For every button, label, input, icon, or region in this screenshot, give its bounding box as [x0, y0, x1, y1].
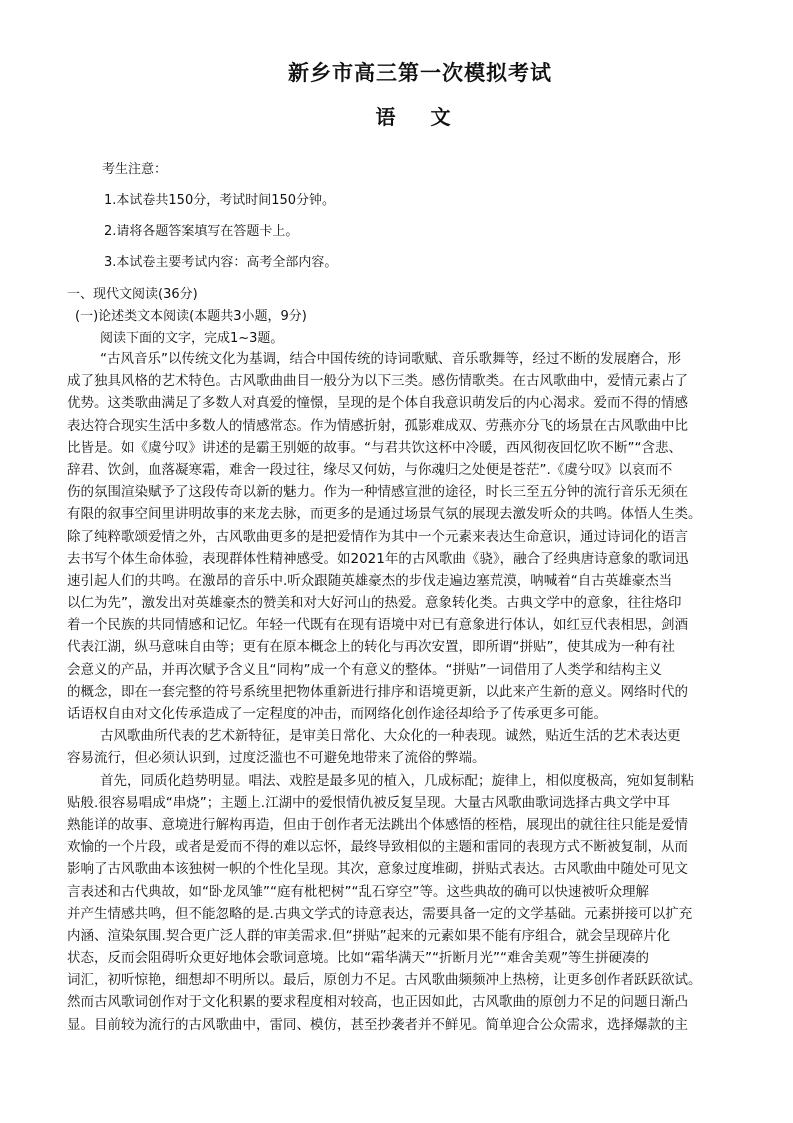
text-line: 影响了古风歌曲本该独树一帜的个性化呈现。其次，意象过度堆砌，拼贴式表达。古风歌曲中随处可见文 — [67, 861, 688, 878]
text-line: 贴般.很容易唱成“串烧”；主题上.江湖中的爱恨情仇被反复呈现。大量古风歌曲歌词选择古典文学中耳 — [67, 794, 671, 811]
text-line: 然而古风歌词创作对于文化积累的要求程度相对较高，也正因如此，古风歌曲的原创力不足的问题日渐凸 — [67, 994, 688, 1011]
exam-title: 新乡市高三第一次模拟考试 — [288, 61, 552, 85]
text-line: 辞君、饮剑，血落凝寒霜，难舍一段过往，缘尽又何妨，与你魂归之处便是苍茫”.《虞兮叹》以哀而不 — [67, 461, 673, 478]
article-paragraph-1 — [67, 348, 739, 1036]
notice-item: 2.请将各题答案填写在答题卡上。 — [104, 224, 299, 239]
text-line: 比皆是。如《虞兮叹》讲述的是霸王别姬的故事。“与君共饮这杯中冷暖，西风彻夜回忆吹不断”“含悲、 — [67, 439, 682, 456]
text-line: 欢愉的一个片段，或者是爱而不得的难以忘怀，最终导致相似的主题和雷同的表现方式不断被复制，从而 — [67, 839, 688, 856]
text-line: 状态，反而会阻碍听众更好地体会歌词意境。比如“霜华满天”“折断月光”“难舍美观”等生拼硬凑的 — [67, 950, 649, 967]
text-line: 伤的氛围渲染赋予了这段传奇以新的魅力。作为一种情感宣泄的途径，时长三至五分钟的流行音乐无须在 — [67, 484, 688, 501]
text-line: 词汇，初听惊艳，细想却不明所以。最后，原创力不足。古风歌曲频频冲上热榜，让更多创作者跃跃欲试。 — [67, 972, 702, 989]
text-line: 的概念，即在一套完整的符号系统里把物体重新进行排序和语境更新，以此来产生新的意义。网络时代的 — [67, 683, 688, 700]
text-line: 代表江湖，纵马意味自由等；更有在原本概念上的转化与再次安置，即所谓“拼贴”，使其成为一种有社 — [67, 639, 675, 656]
text-line: 优势。这类歌曲满足了多数人对真爱的憧憬，呈现的是个体自我意识萌发后的内心渴求。爱而不得的情感 — [67, 395, 688, 412]
text-line: 话语权自由对文化传承造成了一定程度的冲击，而网络化创作途径却给予了传承更多可能。 — [67, 706, 607, 722]
notice-block — [102, 160, 337, 284]
text-line: 表达符合现实生活中多数人的情感常态。作为情感折射，孤影难成双、劳燕亦分飞的场景在古风歌曲中比 — [67, 417, 688, 434]
text-line: 去书写个体生命体验，表现群体性精神感受。如2021年的古风歌曲《骁》，融合了经典唐诗意象的歌词迅 — [67, 550, 689, 567]
text-line: 言表述和古代典故，如“卧龙凤雏”“庭有枇杷树”“乱石穿空”等。这些典故的确可以快速被听众理解 — [67, 883, 649, 900]
subject-title: 语 文 — [375, 105, 465, 129]
text-line: 古风歌曲所代表的艺术新特征，是审美日常化、大众化的一种表现。诚然，贴近生活的艺术表达更 — [100, 728, 681, 745]
section-heading: 一、现代文阅读(36分) — [67, 287, 198, 302]
text-line: 着一个民族的共同情感和记忆。年轻一代既有在现有语境中对已有意象进行体认，如红豆代表相思，剑酒 — [67, 617, 688, 634]
text-line: 有限的叙事空间里讲明故事的来龙去脉，而更多的是通过场景气氛的展现去激发听众的共鸣。体悟人生类。 — [67, 506, 702, 523]
text-line: 速引起人们的共鸣。在激昂的音乐中.听众跟随英雄豪杰的步伐走遍边塞荒漠，呐喊着“自古英雄豪杰当 — [67, 572, 673, 589]
text-line: 会意义的产品，并再次赋予含义且“同构”成一个有意义的整体。“拼贴”一词借用了人类学和结构主义 — [67, 661, 662, 678]
notice-item: 1.本试卷共150分，考试时间150分钟。 — [104, 193, 336, 208]
subsection-heading: (一)论述类文本阅读(本题共3小题，9分) — [75, 309, 307, 324]
text-line: “古风音乐”以传统文化为基调，结合中国传统的诗词歌赋、音乐歌舞等，经过不断的发展磨合，形 — [100, 351, 681, 367]
text-line: 并产生情感共鸣，但不能忽略的是.古典文学式的诗意表达，需要具备一定的文学基础。元素拼接可以扩充 — [67, 905, 693, 922]
text-line: 内涵、渲染氛围.契合更广泛人群的审美需求.但“拼贴”起来的元素如果不能有序组合，就会呈现碎片化 — [67, 927, 671, 944]
text-line: 除了纯粹歌颂爱情之外，古风歌曲更多的是把爱情作为其中一个元素来表达生命意识，通过诗词化的语言 — [67, 528, 688, 545]
notice-heading: 考生注意： — [102, 162, 168, 177]
text-line: 首先，同质化趋势明显。唱法、戏腔是最多见的植入，几成标配；旋律上，相似度极高，宛如复制粘 — [100, 772, 694, 789]
text-line: 成了独具风格的艺术特色。古风歌曲曲目一般分为以下三类。感伤情歌类。在古风歌曲中，爱情元素占了 — [67, 373, 688, 390]
notice-item: 3.本试卷主要考试内容：高考全部内容。 — [104, 255, 338, 270]
text-line: 容易流行，但必须认识到，过度泛滥也不可避免地带来了流俗的弊端。 — [67, 750, 486, 767]
text-line: 熟能详的故事、意境进行解构再造，但由于创作者无法跳出个体感悟的桎梏，展现出的就往往只能是爱情 — [67, 816, 688, 833]
text-line: 显。目前较为流行的古风歌曲中，雷同、模仿，甚至抄袭者并不鲜见。简单迎合公众需求，选择爆款的主 — [67, 1016, 688, 1033]
reading-instruction: 阅读下面的文字，完成1~3题。 — [100, 331, 284, 346]
text-line: 以仁为先”，激发出对英雄豪杰的赞美和对大好河山的热爱。意象转化类。古典文学中的意象，往往烙印 — [67, 595, 682, 612]
